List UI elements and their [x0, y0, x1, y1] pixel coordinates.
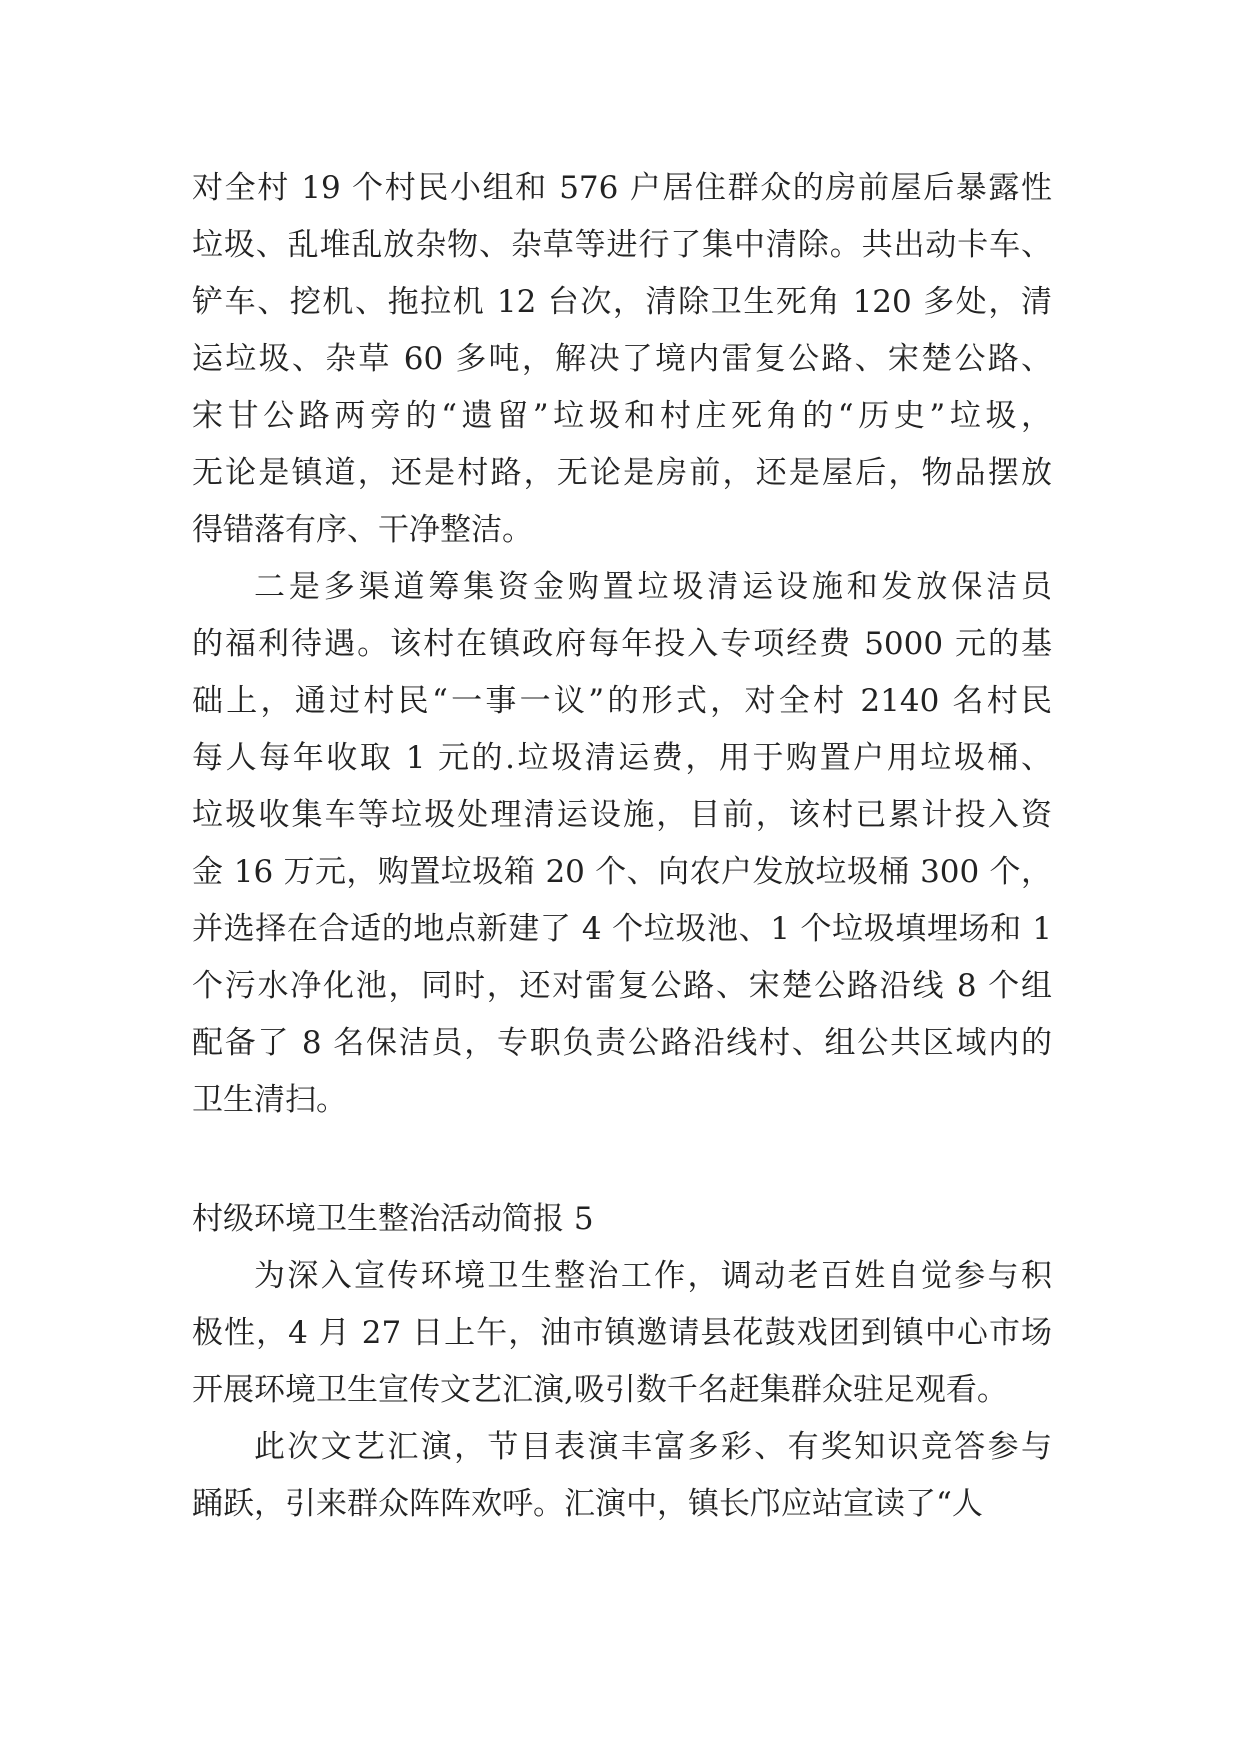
section-paragraph-2 [192, 1419, 1052, 1533]
text-line: 二是多渠道筹集资金购置垃圾清运设施和发放保洁员 [254, 569, 1052, 605]
text-line: 础上，通过村民“一事一议”的形式，对全村 2140 名村民 [192, 683, 1052, 719]
text-line: 无论是镇道，还是村路，无论是房前，还是屋后，物品摆放 [192, 455, 1052, 491]
text-line: 并选择在合适的地点新建了 4 个垃圾池、1 个垃圾填埋场和 1 [192, 911, 1052, 947]
text-line: 对全村 19 个村民小组和 576 户居住群众的房前屋后暴露性 [192, 170, 1052, 206]
text-line: 为深入宣传环境卫生整治工作，调动老百姓自觉参与积 [254, 1258, 1052, 1294]
text-line: 开展环境卫生宣传文艺汇演,吸引数千名赶集群众驻足观看。 [192, 1372, 1008, 1408]
text-line: 踊跃，引来群众阵阵欢呼。汇演中，镇长邝应站宣读了“人 [192, 1486, 983, 1522]
text-line: 运垃圾、杂草 60 多吨，解决了境内雷复公路、宋楚公路、 [192, 341, 1052, 377]
text-line: 宋甘公路两旁的“遗留”垃圾和村庄死角的“历史”垃圾， [192, 398, 1052, 434]
text-line: 的福利待遇。该村在镇政府每年投入专项经费 5000 元的基 [192, 626, 1052, 662]
paragraph-2 [192, 559, 1052, 1129]
text-line: 垃圾、乱堆乱放杂物、杂草等进行了集中清除。共出动卡车、 [192, 227, 1052, 263]
document-body [192, 160, 1052, 1533]
paragraph-1 [192, 160, 1052, 559]
section-spacer [192, 1129, 1052, 1191]
text-line: 得错落有序、干净整洁。 [192, 512, 533, 548]
text-line: 垃圾收集车等垃圾处理清运设施，目前，该村已累计投入资 [192, 797, 1052, 833]
text-line: 极性，4 月 27 日上午，油市镇邀请县花鼓戏团到镇中心市场 [192, 1315, 1052, 1351]
section-heading: 村级环境卫生整治活动简报 5 [192, 1201, 594, 1237]
section-paragraph-1 [192, 1248, 1052, 1419]
text-line: 每人每年收取 1 元的.垃圾清运费，用于购置户用垃圾桶、 [192, 740, 1052, 776]
text-line: 此次文艺汇演，节目表演丰富多彩、有奖知识竞答参与 [254, 1429, 1052, 1465]
text-line: 个污水净化池，同时，还对雷复公路、宋楚公路沿线 8 个组 [192, 968, 1052, 1004]
text-line: 金 16 万元，购置垃圾箱 20 个、向农户发放垃圾桶 300 个， [192, 854, 1052, 890]
text-line: 卫生清扫。 [192, 1082, 347, 1118]
text-line: 配备了 8 名保洁员，专职负责公路沿线村、组公共区域内的 [192, 1025, 1052, 1061]
text-line: 铲车、挖机、拖拉机 12 台次，清除卫生死角 120 多处，清 [192, 284, 1052, 320]
